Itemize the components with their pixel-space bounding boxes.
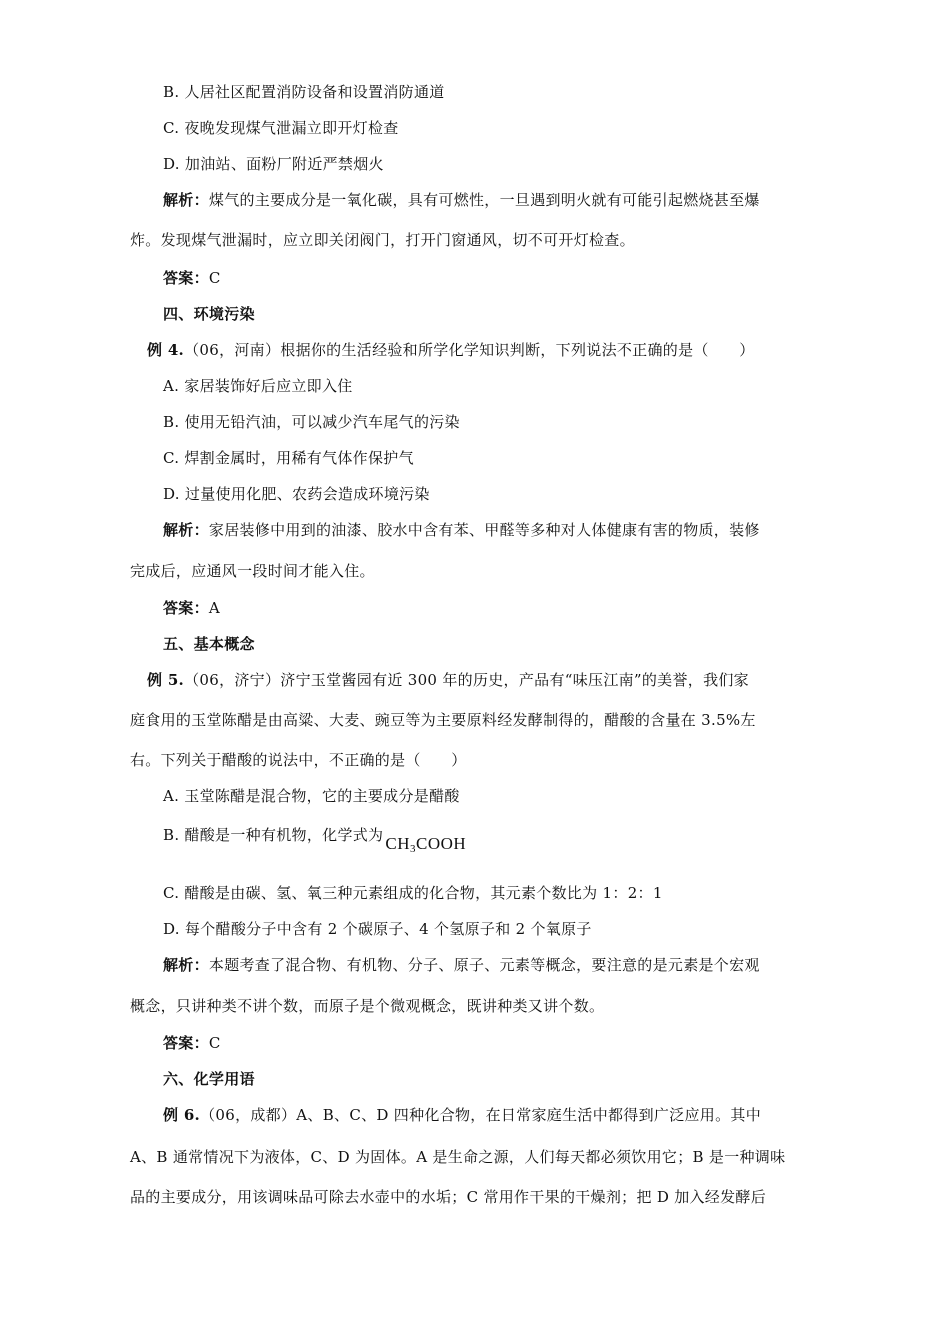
option-b-text: B. 醋酸是一种有机物，化学式为 <box>163 826 384 844</box>
answer-label: 答案： <box>163 269 209 287</box>
example-label: 例 5. <box>147 671 185 689</box>
section-heading-environment: 四、环境污染 <box>163 305 255 323</box>
analysis-label: 解析： <box>163 956 209 974</box>
example-6-line3: 品的主要成分，用该调味品可除去水壶中的水垢；C 常用作干果的干燥剂；把 D 加入经发酵后 <box>130 1188 767 1206</box>
option-d-gas-station: D. 加油站、面粉厂附近严禁烟火 <box>163 155 384 173</box>
example-5-line2: 庭食用的玉堂陈醋是由高粱、大麦、豌豆等为主要原料经发酵制得的，醋酸的含量在 3.5%左 <box>130 711 756 729</box>
option-c-welding: C. 焊割金属时，用稀有气体作保护气 <box>163 449 414 467</box>
option-b-fire-safety: B. 人居社区配置消防设备和设置消防通道 <box>163 83 445 101</box>
answer-label: 答案： <box>163 1034 209 1052</box>
answer-value: A <box>208 599 221 617</box>
example-6-line2: A、B 通常情况下为液体，C、D 为固体。A 是生命之源，人们每天都必须饮用它；B 是一种调味 <box>130 1148 786 1166</box>
example-label: 例 4. <box>147 341 185 359</box>
option-d-atoms: D. 每个醋酸分子中含有 2 个碳原子、4 个氢原子和 2 个氧原子 <box>163 920 592 938</box>
example-text: （06，济宁）济宁玉堂酱园有近 300 年的历史，产品有“味压江南”的美誉，我们家 <box>184 671 749 689</box>
answer-label: 答案： <box>163 599 209 617</box>
analysis-text: 煤气的主要成分是一氧化碳，具有可燃性，一旦遇到明火就有可能引起燃烧甚至爆 <box>208 191 760 209</box>
section-heading-concepts: 五、基本概念 <box>163 635 255 653</box>
example-text: （06，河南）根据你的生活经验和所学化学知识判断，下列说法不正确的是（ ） <box>184 341 755 359</box>
option-a-vinegar: A. 玉堂陈醋是混合物，它的主要成分是醋酸 <box>163 787 460 805</box>
example-label: 例 6. <box>163 1106 201 1124</box>
answer-3 <box>163 268 221 288</box>
option-b-acetic-acid <box>163 825 467 855</box>
option-d-fertilizer: D. 过量使用化肥、农药会造成环境污染 <box>163 485 430 503</box>
answer-4 <box>163 598 220 618</box>
answer-value: C <box>208 269 221 287</box>
analysis-text: 家居装修中用到的油漆、胶水中含有苯、甲醛等多种对人体健康有害的物质，装修 <box>208 521 760 539</box>
analysis-5-line1 <box>163 955 760 975</box>
example-6-line1 <box>163 1105 761 1125</box>
example-5-line3: 右。下列关于醋酸的说法中，不正确的是（ ） <box>130 751 467 769</box>
analysis-label: 解析： <box>163 521 209 539</box>
analysis-4-line2: 完成后，应通风一段时间才能入住。 <box>130 562 375 580</box>
analysis-3-line1 <box>163 190 760 210</box>
option-c-gas-leak: C. 夜晚发现煤气泄漏立即开灯检查 <box>163 119 399 137</box>
option-b-unleaded: B. 使用无铅汽油，可以减少汽车尾气的污染 <box>163 413 460 431</box>
answer-5 <box>163 1033 221 1053</box>
example-5-line1 <box>147 670 749 690</box>
analysis-label: 解析： <box>163 191 209 209</box>
analysis-text: 本题考查了混合物、有机物、分子、原子、元素等概念，要注意的是元素是个宏观 <box>208 956 760 974</box>
section-heading-chemical-terms: 六、化学用语 <box>163 1070 255 1088</box>
answer-value: C <box>208 1034 221 1052</box>
analysis-5-line2: 概念，只讲种类不讲个数，而原子是个微观概念，既讲种类又讲个数。 <box>130 997 605 1015</box>
example-text: （06，成都）A、B、C、D 四种化合物，在日常家庭生活中都得到广泛应用。其中 <box>200 1106 762 1124</box>
option-c-element-ratio: C. 醋酸是由碳、氢、氧三种元素组成的化合物，其元素个数比为 1：2：1 <box>163 884 663 902</box>
analysis-4-line1 <box>163 520 760 540</box>
analysis-3-line2: 炸。发现煤气泄漏时，应立即关闭阀门，打开门窗通风，切不可开灯检查。 <box>130 231 635 249</box>
example-4-question <box>147 340 755 360</box>
acetic-acid-formula: $CH_3COOH$ <box>385 834 467 855</box>
option-a-home-decoration: A. 家居装饰好后应立即入住 <box>163 377 353 395</box>
